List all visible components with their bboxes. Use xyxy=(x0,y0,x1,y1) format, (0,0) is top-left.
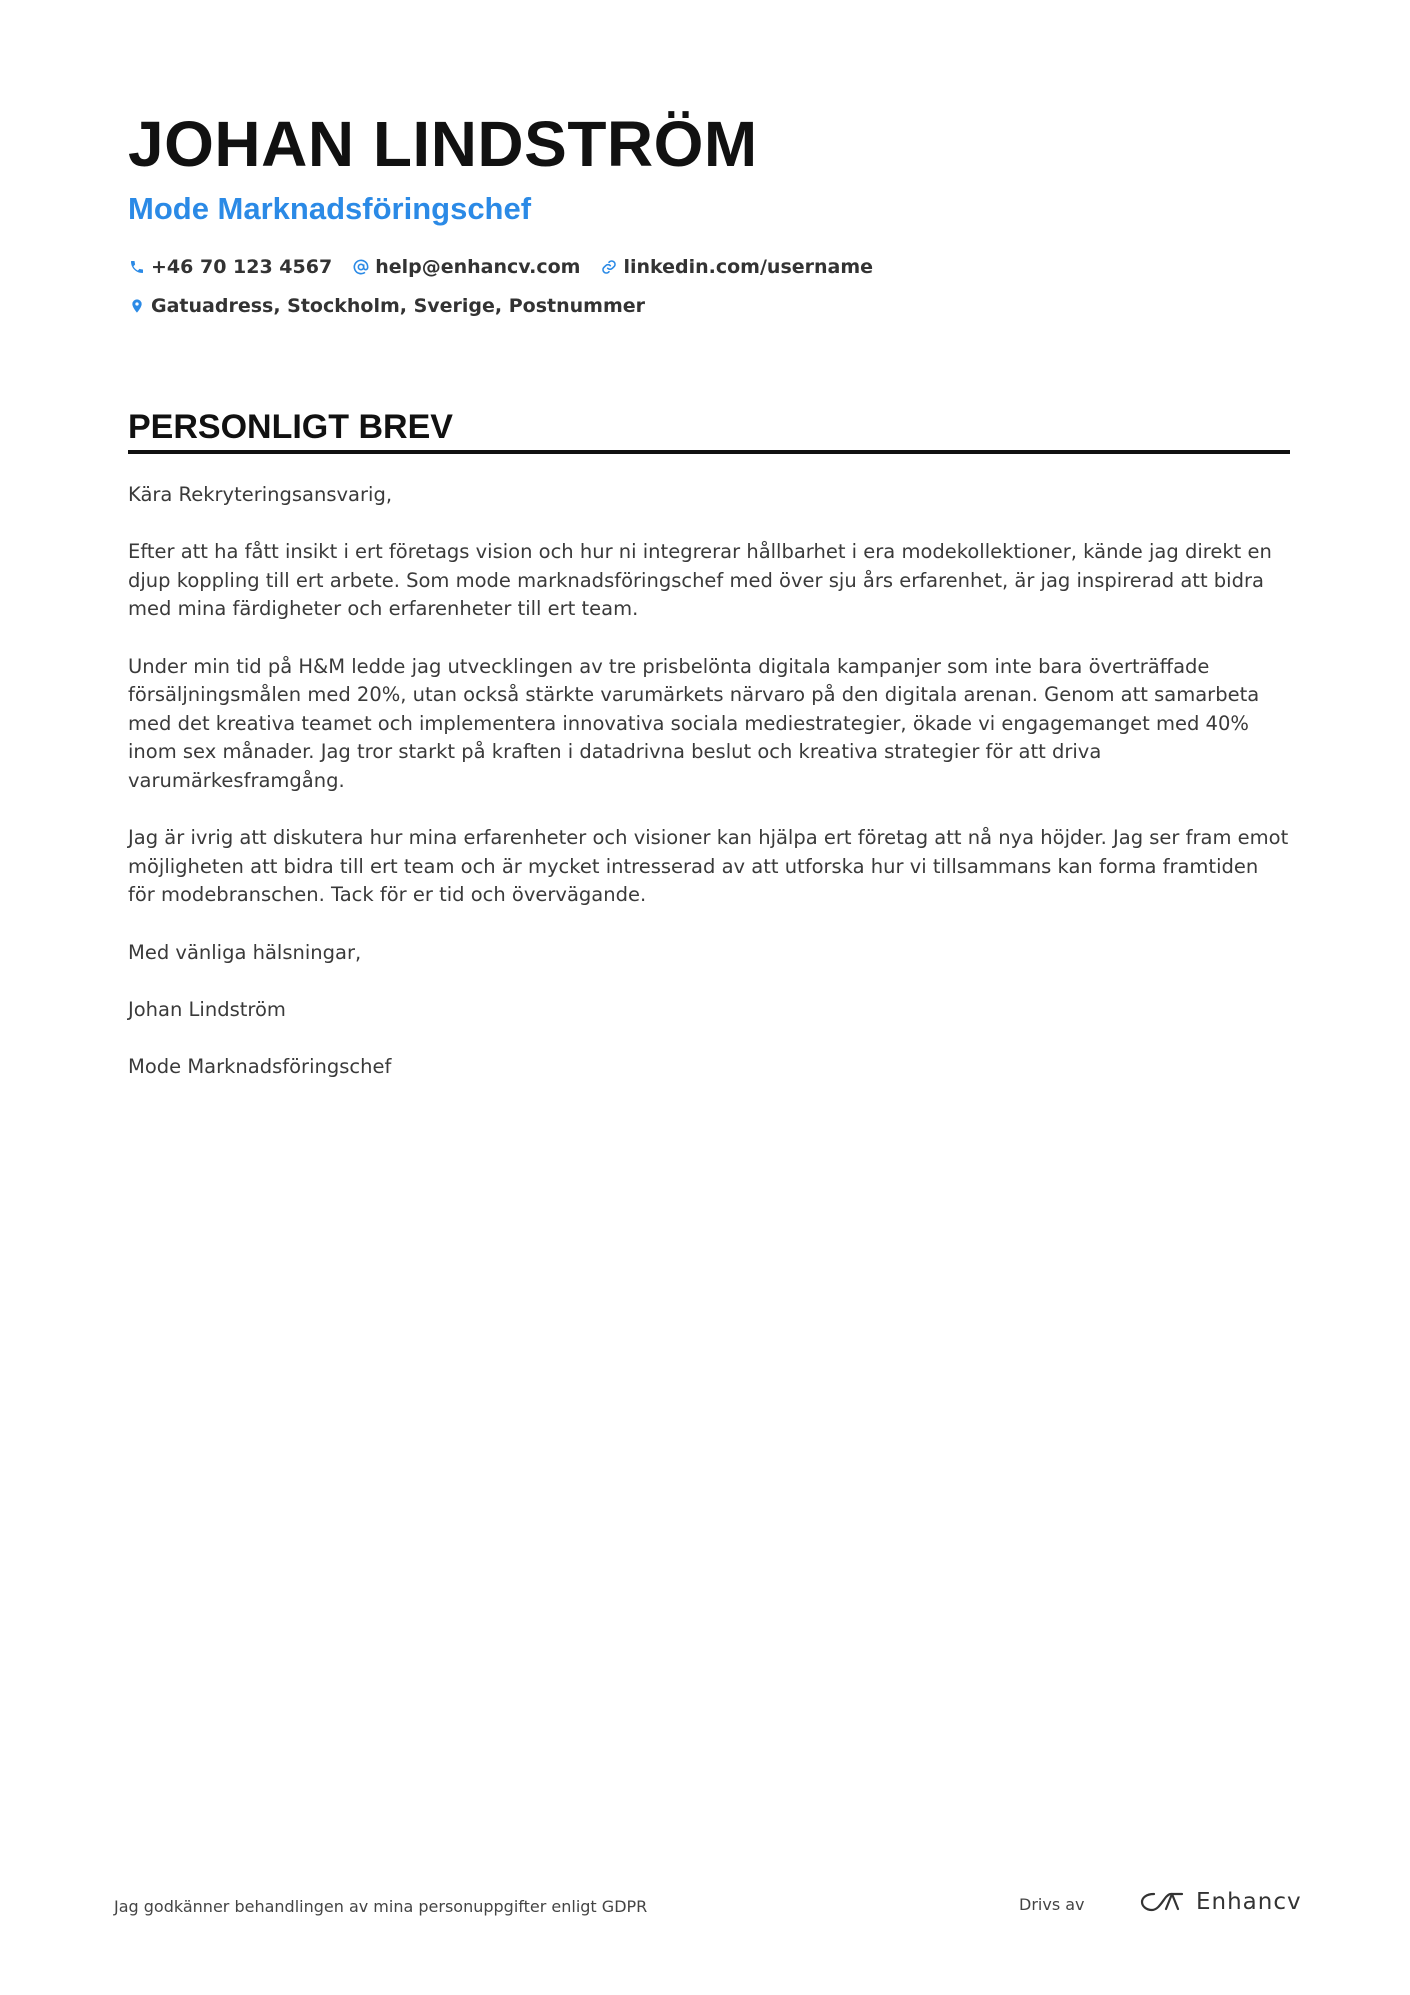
linkedin-text[interactable]: linkedin.com/username xyxy=(623,256,874,278)
page-footer xyxy=(114,1885,1302,1925)
phone-icon xyxy=(128,258,146,276)
at-icon xyxy=(352,258,370,276)
letter-body xyxy=(128,481,1290,1110)
applicant-name: JOHAN LINDSTRÖM xyxy=(128,108,758,180)
phone-text: +46 70 123 4567 xyxy=(151,256,333,278)
contact-address xyxy=(128,295,645,317)
applicant-title: Mode Marknadsföringschef xyxy=(128,191,532,226)
section-divider xyxy=(128,450,1290,454)
email-text[interactable]: help@enhancv.com xyxy=(375,256,581,278)
letter-paragraph: Efter att ha fått insikt i ert företags vision och hur ni integrerar hållbarhet i era modekollektioner, kände jag direkt en djup koppling till ert arbete. Som mode marknadsföringschef med över sju års erfarenhet, är jag inspirerad att bidra med mina färdigheter och erfarenheter till ert team. xyxy=(128,540,1272,621)
contact-info xyxy=(128,256,1290,334)
letter-paragraph: Jag är ivrig att diskutera hur mina erfarenheter och visioner kan hjälpa ert företag att nå nya höjder. Jag ser fram emot möjligheten att bidra till ert team och är mycket intresserad av att utforska hur vi tillsammans kan forma framtiden för modebranschen. Tack för er tid och övervägande. xyxy=(128,826,1289,907)
contact-linkedin[interactable] xyxy=(600,256,873,278)
letter-closing: Med vänliga hälsningar, xyxy=(128,940,362,964)
contact-row-2 xyxy=(128,295,1290,317)
letter-paragraph: Under min tid på H&M ledde jag utvecklingen av tre prisbelönta digitala kampanjer som inte bara överträffade försäljningsmålen med 20%, utan också stärkte varumärkets närvaro på den digitala arenan. Genom att samarbeta med det kreativa teamet och implementera innovativa sociala mediestrategier, ökade vi engagemanget med 40% inom sex månader. Jag tror starkt på kraften i datadrivna beslut och kreativa strategier för att driva varumärkesframgång. xyxy=(128,654,1260,792)
brand-name: Enhancv xyxy=(1196,1889,1302,1915)
brand-logo[interactable] xyxy=(1138,1887,1302,1917)
section-heading: PERSONLIGT BREV xyxy=(128,408,453,446)
signature-title: Mode Marknadsföringschef xyxy=(128,1054,392,1078)
link-icon xyxy=(600,258,618,276)
enhancv-logo-icon xyxy=(1138,1887,1186,1917)
contact-phone xyxy=(128,256,332,278)
gdpr-consent: Jag godkänner behandlingen av mina personuppgifter enligt GDPR xyxy=(114,1897,648,1916)
contact-email[interactable] xyxy=(352,256,580,278)
contact-row-1 xyxy=(128,256,1290,278)
signature-name: Johan Lindström xyxy=(128,997,286,1021)
location-pin-icon xyxy=(128,297,146,315)
letter-salutation: Kära Rekryteringsansvarig, xyxy=(128,483,393,506)
powered-by-label: Drivs av xyxy=(1019,1895,1085,1914)
address-text: Gatuadress, Stockholm, Sverige, Postnummer xyxy=(151,295,646,317)
